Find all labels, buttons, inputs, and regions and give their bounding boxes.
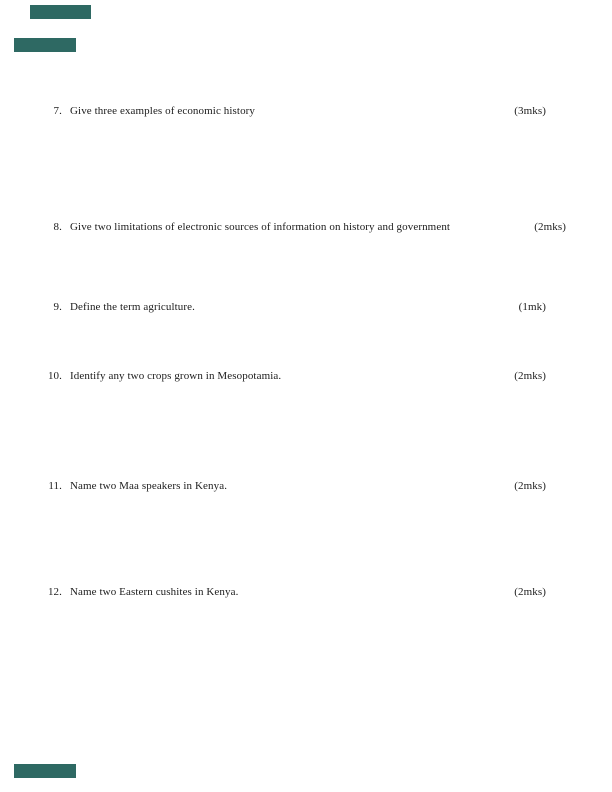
question-text: Name two Maa speakers in Kenya. [70, 480, 228, 492]
question-row-10 [44, 368, 546, 384]
question-marks: (2mks) [534, 221, 566, 233]
question-number: 12. [47, 586, 62, 598]
header-placeholder-bar-1 [30, 5, 91, 19]
question-text: Name two Eastern cushites in Kenya. [70, 586, 239, 598]
question-number: 8. [53, 221, 62, 233]
question-row-9 [44, 299, 546, 315]
question-text: Give two limitations of electronic sources of information on history and government [70, 221, 451, 233]
question-row-12 [44, 584, 546, 600]
question-row-8 [44, 219, 566, 235]
question-marks: (1mk) [518, 301, 546, 313]
question-row-11 [44, 478, 546, 494]
question-text: Define the term agriculture. [70, 301, 195, 313]
question-text: Give three examples of economic history [70, 105, 256, 117]
question-marks: (2mks) [514, 586, 546, 598]
question-number: 11. [48, 480, 62, 492]
question-number: 7. [53, 105, 62, 117]
question-number: 10. [47, 370, 62, 382]
footer-placeholder-bar [14, 764, 76, 778]
question-text: Identify any two crops grown in Mesopotamia. [70, 370, 282, 382]
question-marks: (2mks) [514, 480, 546, 492]
header-placeholder-bar-2 [14, 38, 76, 52]
question-marks: (3mks) [514, 105, 546, 117]
question-row-7 [44, 103, 546, 119]
question-marks: (2mks) [514, 370, 546, 382]
question-number: 9. [53, 301, 62, 313]
